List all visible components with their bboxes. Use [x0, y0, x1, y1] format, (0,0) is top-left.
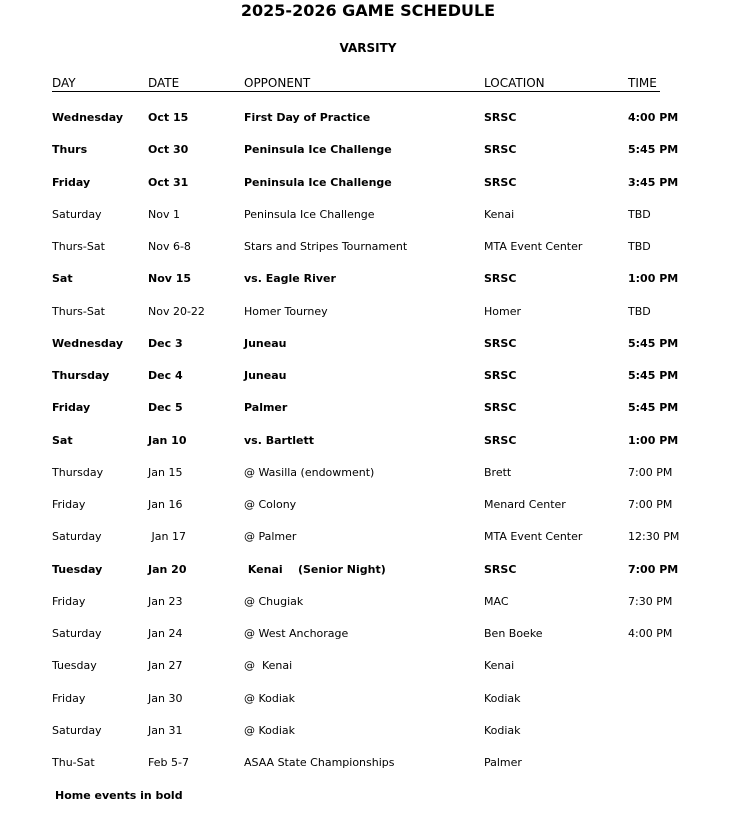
cell-date: Jan 17 — [148, 530, 186, 543]
cell-date: Jan 15 — [148, 466, 183, 479]
cell-time: 7:00 PM — [628, 563, 679, 576]
cell-time: 1:00 PM — [628, 434, 679, 447]
cell-opponent: Juneau — [244, 337, 287, 350]
cell-date: Oct 31 — [148, 176, 189, 189]
cell-opponent: @ Kodiak — [244, 692, 296, 705]
cell-date: Jan 16 — [148, 498, 183, 511]
cell-day: Friday — [52, 176, 91, 189]
cell-date: Oct 30 — [148, 143, 189, 156]
cell-day: Saturday — [52, 208, 102, 221]
header-location: LOCATION — [484, 76, 545, 90]
table-row — [0, 240, 736, 256]
footer-note: Home events in bold — [55, 789, 183, 802]
cell-day: Saturday — [52, 530, 102, 543]
cell-date: Dec 4 — [148, 369, 183, 382]
cell-day: Wednesday — [52, 337, 124, 350]
cell-day: Saturday — [52, 627, 102, 640]
cell-day: Friday — [52, 692, 86, 705]
cell-opponent: Peninsula Ice Challenge — [244, 176, 392, 189]
cell-opponent: vs. Eagle River — [244, 272, 336, 285]
cell-location: SRSC — [484, 176, 517, 189]
cell-opponent: @ Palmer — [244, 530, 297, 543]
cell-opponent: vs. Bartlett — [244, 434, 314, 447]
cell-opponent: @ Wasilla (endowment) — [244, 466, 375, 479]
table-row — [0, 595, 736, 611]
table-row — [0, 498, 736, 514]
cell-opponent: Kenai (Senior Night) — [244, 563, 386, 576]
cell-opponent: @ Kenai — [244, 659, 293, 672]
header-opponent: OPPONENT — [244, 76, 311, 90]
cell-opponent: @ Colony — [244, 498, 297, 511]
cell-location: SRSC — [484, 563, 517, 576]
cell-opponent: ASAA State Championships — [244, 756, 395, 769]
cell-day: Thursday — [52, 369, 110, 382]
header-time: TIME — [628, 76, 657, 90]
table-row — [0, 627, 736, 643]
cell-date: Jan 24 — [148, 627, 183, 640]
table-row — [0, 692, 736, 708]
cell-day: Saturday — [52, 724, 102, 737]
cell-date: Nov 20-22 — [148, 305, 205, 318]
cell-location: SRSC — [484, 143, 517, 156]
header-underline — [52, 91, 660, 92]
cell-opponent: Juneau — [244, 369, 287, 382]
cell-date: Nov 6-8 — [148, 240, 191, 253]
cell-location: Ben Boeke — [484, 627, 543, 640]
cell-day: Thurs — [52, 143, 88, 156]
cell-opponent: @ West Anchorage — [244, 627, 349, 640]
table-row — [0, 659, 736, 675]
cell-location: MTA Event Center — [484, 240, 583, 253]
cell-day: Thurs-Sat — [52, 305, 105, 318]
cell-location: Menard Center — [484, 498, 566, 511]
cell-time: 1:00 PM — [628, 272, 679, 285]
table-row — [0, 208, 736, 224]
cell-opponent: @ Chugiak — [244, 595, 304, 608]
table-row — [0, 756, 736, 772]
cell-opponent: Homer Tourney — [244, 305, 328, 318]
table-row — [0, 530, 736, 546]
cell-opponent: Palmer — [244, 401, 288, 414]
cell-day: Tuesday — [52, 563, 103, 576]
cell-location: Kodiak — [484, 692, 521, 705]
cell-location: SRSC — [484, 369, 517, 382]
cell-opponent: Peninsula Ice Challenge — [244, 208, 375, 221]
cell-location: MTA Event Center — [484, 530, 583, 543]
cell-day: Friday — [52, 595, 86, 608]
cell-date: Dec 3 — [148, 337, 183, 350]
section-subtitle: VARSITY — [339, 41, 397, 55]
cell-location: SRSC — [484, 434, 517, 447]
table-row — [0, 272, 736, 288]
cell-location: SRSC — [484, 337, 517, 350]
table-row — [0, 466, 736, 482]
cell-date: Oct 15 — [148, 111, 189, 124]
table-row — [0, 724, 736, 740]
page-title: 2025-2026 GAME SCHEDULE — [240, 1, 496, 20]
cell-location: Kodiak — [484, 724, 521, 737]
cell-location: Homer — [484, 305, 522, 318]
cell-day: Wednesday — [52, 111, 124, 124]
table-row — [0, 563, 736, 579]
cell-time: TBD — [628, 208, 651, 221]
cell-location: MAC — [484, 595, 509, 608]
cell-day: Friday — [52, 401, 91, 414]
cell-time: 12:30 PM — [628, 530, 680, 543]
cell-date: Nov 1 — [148, 208, 180, 221]
cell-opponent: @ Kodiak — [244, 724, 296, 737]
table-row — [0, 401, 736, 417]
table-row — [0, 143, 736, 159]
cell-time: 4:00 PM — [628, 627, 673, 640]
table-row — [0, 176, 736, 192]
cell-time: TBD — [628, 240, 651, 253]
table-row — [0, 305, 736, 321]
cell-date: Jan 27 — [148, 659, 183, 672]
cell-day: Sat — [52, 272, 73, 285]
cell-date: Jan 30 — [148, 692, 183, 705]
table-row — [0, 337, 736, 353]
cell-day: Tuesday — [52, 659, 97, 672]
header-day: DAY — [52, 76, 76, 90]
cell-time: 7:30 PM — [628, 595, 673, 608]
cell-time: 5:45 PM — [628, 369, 679, 382]
header-date: DATE — [148, 76, 180, 90]
cell-date: Nov 15 — [148, 272, 192, 285]
cell-day: Sat — [52, 434, 73, 447]
cell-date: Jan 31 — [148, 724, 183, 737]
cell-day: Thursday — [52, 466, 104, 479]
cell-day: Thurs-Sat — [52, 240, 105, 253]
cell-date: Jan 20 — [148, 563, 187, 576]
cell-date: Feb 5-7 — [148, 756, 189, 769]
cell-opponent: Peninsula Ice Challenge — [244, 143, 392, 156]
cell-opponent: Stars and Stripes Tournament — [244, 240, 408, 253]
cell-day: Friday — [52, 498, 86, 511]
cell-date: Jan 23 — [148, 595, 183, 608]
cell-time: 7:00 PM — [628, 498, 673, 511]
cell-location: Brett — [484, 466, 512, 479]
cell-location: SRSC — [484, 401, 517, 414]
cell-time: 5:45 PM — [628, 143, 679, 156]
cell-time: TBD — [628, 305, 651, 318]
cell-location: Palmer — [484, 756, 522, 769]
cell-time: 5:45 PM — [628, 401, 679, 414]
cell-time: 4:00 PM — [628, 111, 679, 124]
cell-date: Jan 10 — [148, 434, 187, 447]
table-row — [0, 111, 736, 127]
cell-location: Kenai — [484, 208, 515, 221]
cell-time: 7:00 PM — [628, 466, 673, 479]
cell-day: Thu-Sat — [52, 756, 95, 769]
table-row — [0, 369, 736, 385]
table-row — [0, 434, 736, 450]
cell-location: SRSC — [484, 272, 517, 285]
cell-date: Dec 5 — [148, 401, 183, 414]
cell-location: Kenai — [484, 659, 515, 672]
cell-location: SRSC — [484, 111, 517, 124]
cell-time: 5:45 PM — [628, 337, 679, 350]
cell-time: 3:45 PM — [628, 176, 679, 189]
cell-opponent: First Day of Practice — [244, 111, 371, 124]
